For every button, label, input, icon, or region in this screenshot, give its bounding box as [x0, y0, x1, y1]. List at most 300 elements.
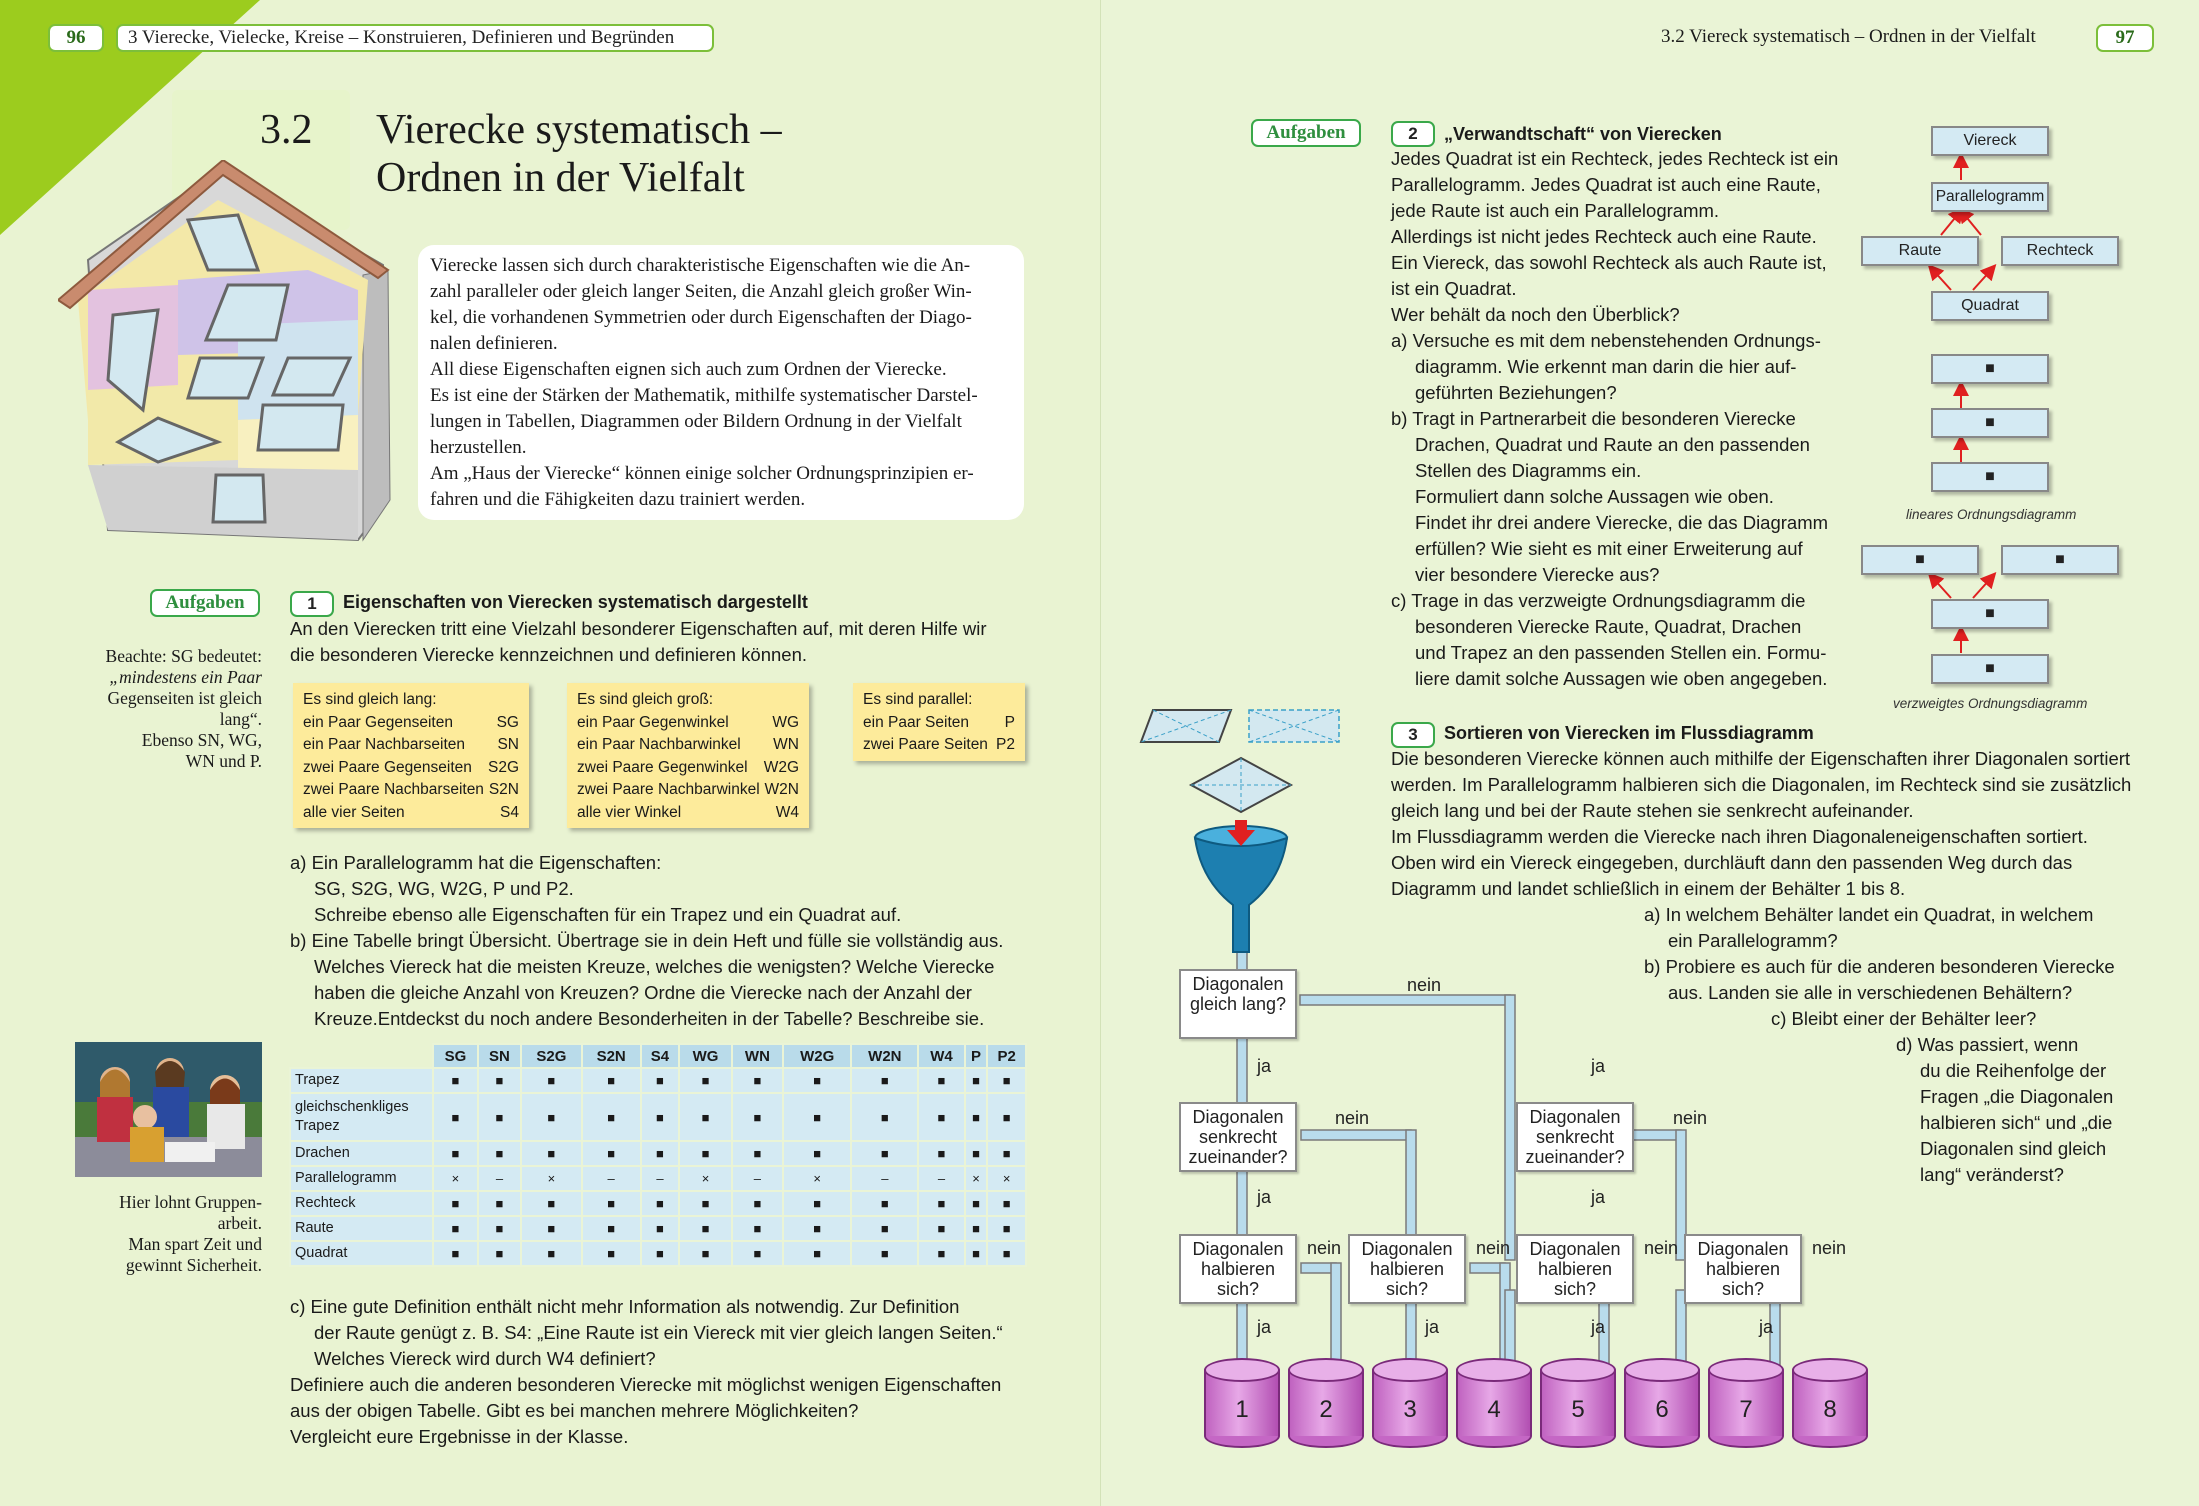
flow-question-perpendicular-2 — [1516, 1102, 1634, 1172]
sidebar-note-line: lang“. — [219, 709, 262, 729]
box-row-label: zwei Paare Nachbarseiten — [303, 781, 484, 798]
flow-label-no: nein — [1407, 975, 1442, 995]
flow-text: sich? — [1553, 1279, 1597, 1299]
table-row-label: Rechteck — [290, 1191, 433, 1216]
table-cell: ■ — [965, 1216, 988, 1241]
table-cell: ■ — [478, 1093, 521, 1141]
table-cell: ■ — [965, 1191, 988, 1216]
table-cell: ■ — [641, 1093, 680, 1141]
flow-text: Diagonalen — [1192, 974, 1284, 994]
table-cell: ■ — [732, 1093, 783, 1141]
flow-label-no: nein — [1673, 1108, 1708, 1128]
table-cell: ■ — [918, 1093, 964, 1141]
task2-c-line: c) Trage in das verzweigte Ordnungsdiagramm die — [1391, 590, 1806, 611]
box-row — [863, 734, 1015, 757]
task3-line: gleich lang und bei der Raute stehen sie senkrecht aufeinander. — [1391, 800, 1914, 821]
flow-label-yes: ja — [1425, 1317, 1440, 1337]
table-cell: ■ — [433, 1093, 478, 1141]
task1-b-line: haben die gleiche Anzahl von Kreuzen? Ordne die Vierecke nach der Anzahl der — [314, 982, 972, 1003]
task3-d-line: Diagonalen sind gleich — [1920, 1138, 2107, 1159]
flow-text: senkrecht — [1198, 1127, 1278, 1147]
table-header-cell: W2N — [851, 1044, 918, 1068]
intro-line: kel, die vorhandenen Symmetrien oder durch Eigenschaften der Diago- — [430, 307, 972, 328]
task1-c-line: Definiere auch die anderen besonderen Vierecke mit möglichst wenigen Eigenschaften — [290, 1374, 1002, 1395]
task3-line: Im Flussdiagramm werden die Vierecke nach ihren Diagonaleneigenschaften sortiert. — [1391, 826, 2088, 847]
table-cell: × — [433, 1166, 478, 1191]
flowchart-graphics — [1101, 690, 1861, 1450]
box-row — [577, 779, 799, 802]
table-header-row — [290, 1044, 1026, 1068]
table-row — [290, 1241, 1026, 1266]
task1-a-line: Schreibe ebenso alle Eigenschaften für ein Trapez und ein Quadrat auf. — [314, 904, 902, 925]
flow-text: Diagonalen — [1192, 1239, 1284, 1259]
flow-text: halbieren — [1369, 1259, 1445, 1279]
table-cell: ■ — [478, 1191, 521, 1216]
table-row-label: gleichschenkliges Trapez — [290, 1093, 433, 1141]
diagram-node-raute: Raute — [1861, 236, 1979, 266]
table-cell: ■ — [433, 1216, 478, 1241]
box-row-code: WG — [772, 713, 799, 731]
task2-a-line: a) Versuche es mit dem nebenstehenden Ordnungs- — [1391, 330, 1821, 351]
box-row — [303, 757, 519, 780]
caption-linear-diagram: lineares Ordnungsdiagramm — [1906, 507, 2077, 522]
table-cell: – — [851, 1166, 918, 1191]
bin-4 — [1456, 1358, 1532, 1448]
table-cell: ■ — [783, 1141, 851, 1166]
task2-b-line: Findet ihr drei andere Vierecke, die das Diagramm — [1415, 512, 1829, 533]
flow-label-no: nein — [1307, 1238, 1342, 1258]
task3-d-line: d) Was passiert, wenn — [1896, 1034, 2079, 1055]
table-header-cell: S2G — [521, 1044, 582, 1068]
table-cell: × — [521, 1166, 582, 1191]
table-row — [290, 1141, 1026, 1166]
table-row-label: Quadrat — [290, 1241, 433, 1266]
table-cell: × — [965, 1166, 988, 1191]
task1-b-line: b) Eine Tabelle bringt Übersicht. Übertrage sie in dein Heft und fülle sie vollständig aus. — [290, 930, 1004, 951]
chapter-header-right: 3.2 Viereck systematisch – Ordnen in der Vielfalt — [1661, 26, 2036, 47]
task3-part-c: c) Bleibt einer der Behälter leer? — [1771, 1008, 2037, 1029]
box-row-code: W2G — [763, 758, 799, 776]
task1-c-line: Welches Viereck wird durch W4 definiert? — [314, 1348, 656, 1369]
bin-number: 3 — [1403, 1396, 1417, 1423]
box-row-label: ein Paar Nachbarseiten — [303, 736, 465, 753]
table-cell: ■ — [851, 1241, 918, 1266]
bin-8 — [1792, 1358, 1868, 1448]
table-cell: ■ — [582, 1068, 641, 1093]
task3-line: Diagramm und landet schließlich in einem der Behälter 1 bis 8. — [1391, 878, 1906, 899]
task1-b-line: Kreuze.Entdeckst du noch andere Besonderheiten in der Tabelle? Beschreibe sie. — [314, 1008, 985, 1029]
table-cell: ■ — [679, 1241, 732, 1266]
table-cell: ■ — [851, 1216, 918, 1241]
table-cell: ■ — [679, 1216, 732, 1241]
task1-part-a — [290, 850, 1060, 928]
table-cell: ■ — [987, 1191, 1026, 1216]
bin-7 — [1708, 1358, 1784, 1448]
task3-d-line: lang“ veränderst? — [1920, 1164, 2064, 1185]
intro-line: lungen in Tabellen, Diagrammen oder Bildern Ordnung in der Vielfalt — [430, 411, 962, 432]
intro-line: nalen definieren. — [430, 333, 558, 354]
task1-c-line: c) Eine gute Definition enthält nicht mehr Information als notwendig. Zur Definition — [290, 1296, 960, 1317]
table-row-label: Trapez — [290, 1068, 433, 1093]
sidebar-note-line: Gegenseiten ist gleich — [107, 688, 262, 708]
table-cell: ■ — [641, 1068, 680, 1093]
table-cell: – — [478, 1166, 521, 1191]
bin-6 — [1624, 1358, 1700, 1448]
task1-intro — [290, 616, 1050, 668]
flow-label-yes: ja — [1591, 1317, 1606, 1337]
table-header-cell: S4 — [641, 1044, 680, 1068]
table-cell: – — [641, 1166, 680, 1191]
box-row-label: zwei Paare Gegenwinkel — [577, 758, 748, 776]
task1-c-line: aus der obigen Tabelle. Gibt es bei manchen mehrere Möglichkeiten? — [290, 1400, 859, 1421]
table-cell: ■ — [641, 1191, 680, 1216]
task1-part-c — [290, 1294, 1070, 1450]
table-cell: ■ — [918, 1141, 964, 1166]
task2-b-line: b) Tragt in Partnerarbeit die besonderen Vierecke — [1391, 408, 1796, 429]
box-row — [303, 712, 519, 735]
flow-text: zueinander? — [1525, 1147, 1625, 1167]
task2-line: Ein Viereck, das sowohl Rechteck als auch Raute ist, — [1391, 252, 1827, 273]
table-cell: – — [582, 1166, 641, 1191]
table-header-cell: WN — [732, 1044, 783, 1068]
flow-question-bisect-2 — [1348, 1234, 1466, 1304]
linear-diagram-node: ■ — [1931, 462, 2049, 492]
box-title: Es sind parallel: — [863, 691, 973, 708]
box-title: Es sind gleich lang: — [303, 691, 437, 708]
flow-label-yes: ja — [1257, 1187, 1272, 1207]
task3-a-line: a) In welchem Behälter landet ein Quadrat, in welchem — [1644, 904, 2094, 925]
linear-diagram-node: ■ — [1931, 408, 2049, 438]
flow-text: sich? — [1385, 1279, 1429, 1299]
task2-line: Parallelogramm. Jedes Quadrat ist auch eine Raute, — [1391, 174, 1821, 195]
table-row — [290, 1191, 1026, 1216]
table-cell: ■ — [433, 1068, 478, 1093]
table-cell: ■ — [478, 1141, 521, 1166]
table-cell: × — [783, 1166, 851, 1191]
table-cell: ■ — [851, 1191, 918, 1216]
flow-text: halbieren — [1537, 1259, 1613, 1279]
flow-label-no: nein — [1644, 1238, 1679, 1258]
table-cell: ■ — [641, 1216, 680, 1241]
table-cell: ■ — [641, 1241, 680, 1266]
box-row-label: ein Paar Nachbarwinkel — [577, 736, 741, 753]
properties-table — [289, 1043, 1027, 1267]
table-cell: ■ — [918, 1191, 964, 1216]
task2-line: Jedes Quadrat ist ein Rechteck, jedes Rechteck ist ein — [1391, 148, 1839, 169]
flow-label-no: nein — [1335, 1108, 1370, 1128]
intro-line: herzustellen. — [430, 437, 527, 458]
table-header-cell: P2 — [987, 1044, 1026, 1068]
task2-c-line: und Trapez an den passenden Stellen ein. Formu- — [1415, 642, 1827, 663]
bin-3 — [1372, 1358, 1448, 1448]
task3-d-line: Fragen „die Diagonalen — [1920, 1086, 2114, 1107]
table-row — [290, 1093, 1026, 1141]
diagram-node-viereck: Viereck — [1931, 126, 2049, 156]
table-cell: ■ — [679, 1093, 732, 1141]
box-row-label: alle vier Winkel — [577, 803, 682, 821]
task2-line: jede Raute ist auch ein Parallelogramm. — [1391, 200, 1720, 221]
flow-text: Diagonalen — [1697, 1239, 1789, 1259]
task1-intro-line: An den Vierecken tritt eine Vielzahl besonderer Eigenschaften auf, mit deren Hilfe wir — [290, 618, 987, 639]
table-cell: ■ — [918, 1216, 964, 1241]
table-cell: ■ — [582, 1093, 641, 1141]
task2-a-line: geführten Beziehungen? — [1415, 382, 1617, 403]
table-cell: × — [987, 1166, 1026, 1191]
table-row — [290, 1216, 1026, 1241]
bin-number: 8 — [1823, 1396, 1837, 1423]
table-cell: ■ — [478, 1216, 521, 1241]
table-cell: ■ — [582, 1216, 641, 1241]
flow-text: halbieren — [1705, 1259, 1781, 1279]
table-cell: ■ — [783, 1241, 851, 1266]
aufgaben-label-right: Aufgaben — [1251, 119, 1361, 147]
branched-diagram-node: ■ — [2001, 545, 2119, 575]
sidebar-note-line: WN und P. — [185, 751, 262, 771]
table-cell: ■ — [783, 1093, 851, 1141]
task3-b-line: b) Probiere es auch für die anderen besonderen Vierecke — [1644, 956, 2115, 977]
task3-d-line: du die Reihenfolge der — [1920, 1060, 2107, 1081]
section-title-line1: Vierecke systematisch – — [376, 107, 782, 153]
photo-caption — [70, 1192, 262, 1276]
table-cell: ■ — [582, 1191, 641, 1216]
flow-text: zueinander? — [1188, 1147, 1288, 1167]
table-corner — [290, 1044, 433, 1068]
bin-1 — [1204, 1358, 1280, 1448]
box-row — [863, 712, 1015, 735]
diagram-node-parallelogramm: Parallelogramm — [1931, 182, 2049, 212]
box-row-label: ein Paar Gegenwinkel — [577, 713, 729, 731]
table-cell: ■ — [732, 1241, 783, 1266]
house-of-quadrilaterals-illustration — [58, 160, 398, 550]
task2-a-line: diagramm. Wie erkennt man darin die hier auf- — [1415, 356, 1797, 377]
flow-text: Diagonalen — [1529, 1239, 1621, 1259]
task1-number: 1 — [290, 591, 334, 617]
sidebar-note-line: „mindestens ein Paar — [109, 667, 262, 687]
task1-title: Eigenschaften von Vierecken systematisch dargestellt — [343, 592, 808, 612]
table-header-cell: W2G — [783, 1044, 851, 1068]
task3-line: Die besonderen Vierecke können auch mithilfe der Eigenschaften ihrer Diagonalen sortiert — [1391, 748, 2131, 769]
task1-c-line: der Raute genügt z. B. S4: „Eine Raute ist ein Viereck mit vier gleich langen Seiten.“ — [314, 1322, 1003, 1343]
box-row-code: WN — [773, 736, 799, 753]
box-row-code: P — [1004, 713, 1015, 731]
bin-number: 4 — [1487, 1396, 1501, 1423]
table-cell: ■ — [433, 1141, 478, 1166]
table-header-cell: WG — [679, 1044, 732, 1068]
table-cell: ■ — [918, 1241, 964, 1266]
task2-title: „Verwandtschaft“ von Vierecken — [1444, 124, 1722, 144]
box-row-code: S2N — [488, 781, 519, 798]
box-row-code: W4 — [775, 803, 799, 821]
table-cell: ■ — [732, 1068, 783, 1093]
table-cell: ■ — [783, 1191, 851, 1216]
table-header-cell: W4 — [918, 1044, 964, 1068]
photo-caption-line: gewinnt Sicherheit. — [125, 1255, 262, 1275]
chapter-header-left: 3 Vierecke, Vielecke, Kreise – Konstruieren, Definieren und Begründen — [116, 24, 714, 52]
table-cell: × — [679, 1166, 732, 1191]
intro-line: All diese Eigenschaften eignen sich auch zum Ordnen der Vierecke. — [430, 359, 947, 380]
task2-b-line: vier besondere Vierecke aus? — [1415, 564, 1660, 585]
branched-diagram-node: ■ — [1931, 654, 2049, 684]
table-cell: ■ — [965, 1093, 988, 1141]
box-row — [577, 757, 799, 780]
caption-branched-diagram: verzweigtes Ordnungsdiagramm — [1893, 696, 2088, 711]
flow-label-yes: ja — [1591, 1187, 1606, 1207]
page-number-left: 96 — [48, 24, 104, 52]
task2-c-line: besonderen Vierecke Raute, Quadrat, Drachen — [1415, 616, 1802, 637]
section-number: 3.2 — [260, 107, 313, 153]
task3-line: Oben wird ein Viereck eingegeben, durchläuft dann den passenden Weg durch das — [1391, 852, 2073, 873]
table-cell: ■ — [521, 1191, 582, 1216]
section-title — [376, 106, 782, 202]
box-row — [577, 802, 799, 825]
table-header-cell: SN — [478, 1044, 521, 1068]
table-cell: – — [918, 1166, 964, 1191]
box-row-label: ein Paar Seiten — [863, 713, 969, 731]
box-row-code: W2N — [764, 781, 799, 798]
box-row-code: P2 — [996, 736, 1015, 753]
task3-d-line: halbieren sich“ und „die — [1920, 1112, 2113, 1133]
group-work-photo — [75, 1042, 262, 1177]
box-row-label: ein Paar Gegenseiten — [303, 713, 453, 731]
table-header-cell: P — [965, 1044, 988, 1068]
flow-text: sich? — [1721, 1279, 1765, 1299]
flow-text: sich? — [1216, 1279, 1260, 1299]
intro-line: Es ist eine der Stärken der Mathematik, mithilfe systematischer Darstel- — [430, 385, 978, 406]
intro-line: Am „Haus der Vierecke“ können einige solcher Ordnungsprinzipien er- — [430, 463, 974, 484]
table-cell: ■ — [478, 1068, 521, 1093]
flow-question-bisect-4 — [1684, 1234, 1802, 1304]
flow-question-equal-length — [1179, 969, 1297, 1039]
intro-line: Vierecke lassen sich durch charakteristische Eigenschaften wie die An- — [430, 255, 971, 276]
task1-intro-line: die besonderen Vierecke kennzeichnen und definieren können. — [290, 644, 808, 665]
table-cell: ■ — [582, 1141, 641, 1166]
photo-caption-line: Man spart Zeit und — [128, 1234, 262, 1254]
box-row-label: zwei Paare Nachbarwinkel — [577, 781, 760, 798]
box-row — [577, 712, 799, 735]
table-cell: ■ — [679, 1068, 732, 1093]
box-row — [303, 802, 519, 825]
table-cell: ■ — [521, 1241, 582, 1266]
flow-text: Diagonalen — [1192, 1107, 1284, 1127]
diagram-node-rechteck: Rechteck — [2001, 236, 2119, 266]
task1-b-line: Welches Viereck hat die meisten Kreuze, welches die wenigsten? Welche Vierecke — [314, 956, 995, 977]
table-cell: ■ — [641, 1141, 680, 1166]
box-row — [303, 734, 519, 757]
intro-line: zahl paralleler oder gleich langer Seiten, die Anzahl gleich großer Win- — [430, 281, 972, 302]
page-number-right: 97 — [2096, 24, 2154, 52]
flow-label-no: nein — [1476, 1238, 1511, 1258]
flow-text: Diagonalen — [1529, 1107, 1621, 1127]
box-row-label: zwei Paare Gegenseiten — [303, 758, 472, 776]
flow-label-no: nein — [1812, 1238, 1847, 1258]
table-cell: ■ — [521, 1216, 582, 1241]
table-cell: ■ — [965, 1068, 988, 1093]
branched-diagram-node: ■ — [1931, 599, 2049, 629]
task1-part-b — [290, 928, 1070, 1032]
table-row-label: Parallelogramm — [290, 1166, 433, 1191]
table-cell: ■ — [965, 1241, 988, 1266]
task3-number: 3 — [1391, 722, 1435, 748]
box-title: Es sind gleich groß: — [577, 691, 714, 708]
task2-c-line: liere damit solche Aussagen wie oben angegeben. — [1415, 668, 1828, 689]
table-cell: ■ — [433, 1241, 478, 1266]
table-cell: ■ — [582, 1241, 641, 1266]
flow-question-bisect-3 — [1516, 1234, 1634, 1304]
task2-b-line: Drachen, Quadrat und Raute an den passenden — [1415, 434, 1810, 455]
bin-number: 2 — [1319, 1396, 1333, 1423]
bin-number: 1 — [1235, 1396, 1249, 1423]
table-cell: – — [732, 1166, 783, 1191]
sidebar-note-line: Ebenso SN, WG, — [141, 730, 262, 750]
flow-text: gleich lang? — [1189, 994, 1287, 1014]
bin-2 — [1288, 1358, 1364, 1448]
flow-label-yes: ja — [1257, 1056, 1272, 1076]
branched-diagram-node: ■ — [1861, 545, 1979, 575]
table-header-cell: SG — [433, 1044, 478, 1068]
bin-number: 7 — [1739, 1396, 1753, 1423]
table-cell: ■ — [521, 1093, 582, 1141]
table-cell: ■ — [732, 1141, 783, 1166]
task1-a-line: SG, S2G, WG, W2G, P und P2. — [314, 878, 574, 899]
intro-text-box — [418, 245, 1024, 520]
table-row — [290, 1068, 1026, 1093]
table-cell: ■ — [679, 1141, 732, 1166]
linear-diagram-node: ■ — [1931, 354, 2049, 384]
table-cell: ■ — [521, 1141, 582, 1166]
table-cell: ■ — [851, 1093, 918, 1141]
right-page — [1100, 0, 2199, 1506]
property-box-sides — [293, 683, 529, 828]
table-header-cell: S2N — [582, 1044, 641, 1068]
task3-part-d — [1896, 1032, 2156, 1188]
task2-b-line: Stellen des Diagramms ein. — [1415, 460, 1642, 481]
table-cell: ■ — [783, 1216, 851, 1241]
table-row-label: Drachen — [290, 1141, 433, 1166]
table-cell: ■ — [732, 1216, 783, 1241]
task3-b-line: aus. Landen sie alle in verschiedenen Behältern? — [1668, 982, 2073, 1003]
bin-number: 5 — [1571, 1396, 1585, 1423]
box-row — [303, 779, 519, 802]
table-cell: ■ — [987, 1216, 1026, 1241]
task2-line: Allerdings ist nicht jedes Rechteck auch eine Raute. — [1391, 226, 1817, 247]
flow-text: senkrecht — [1535, 1127, 1615, 1147]
table-row — [290, 1166, 1026, 1191]
table-cell: ■ — [732, 1191, 783, 1216]
task3-title: Sortieren von Vierecken im Flussdiagramm — [1444, 723, 1814, 743]
flow-question-bisect-1 — [1179, 1234, 1297, 1304]
box-row-label: alle vier Seiten — [303, 803, 405, 821]
task2-b-line: erfüllen? Wie sieht es mit einer Erweiterung auf — [1415, 538, 1803, 559]
table-cell: ■ — [433, 1191, 478, 1216]
task1-c-line: Vergleicht eure Ergebnisse in der Klasse. — [290, 1426, 629, 1447]
photo-caption-line: arbeit. — [217, 1213, 262, 1233]
table-cell: ■ — [521, 1068, 582, 1093]
flow-text: Diagonalen — [1361, 1239, 1453, 1259]
section-title-line2: Ordnen in der Vielfalt — [376, 155, 745, 201]
task3-line: werden. Im Parallelogramm halbieren sich die Diagonalen, im Rechteck sind sie zusätzlich — [1391, 774, 2132, 795]
table-cell: ■ — [987, 1141, 1026, 1166]
diagram-node-quadrat: Quadrat — [1931, 291, 2049, 321]
table-cell: ■ — [783, 1068, 851, 1093]
task2-number: 2 — [1391, 121, 1435, 147]
table-cell: ■ — [851, 1068, 918, 1093]
intro-line: fahren und die Fähigkeiten dazu trainiert werden. — [430, 489, 806, 510]
photo-caption-line: Hier lohnt Gruppen- — [119, 1192, 262, 1212]
flow-label-yes: ja — [1591, 1056, 1606, 1076]
table-cell: ■ — [987, 1093, 1026, 1141]
box-row — [577, 734, 799, 757]
task1-a-line: a) Ein Parallelogramm hat die Eigenschaften: — [290, 852, 662, 873]
